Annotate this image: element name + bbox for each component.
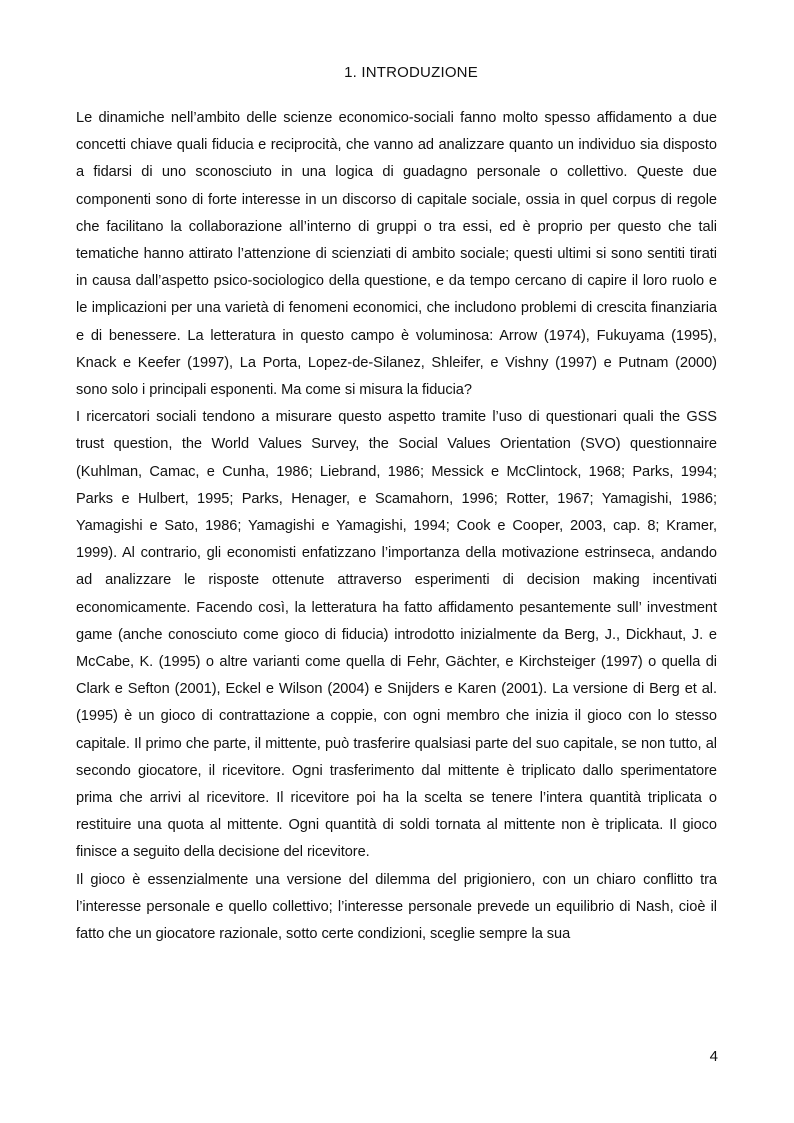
paragraph-measurement: I ricercatori sociali tendono a misurare questo aspetto tramite l’uso di questionari quali the GSS trust question, the World Values Survey, the Social Values Orientation (SVO) questionnaire (Kuhlman, Camac, e Cunha, 1986; Liebrand, 1986; Messick e McClintock, 1968; Parks, 1994; Parks e Hulbert, 1995; Parks, Henager, e Scamahorn, 1996; Rotter, 1967; Yamagishi, 1986; Yamagishi e Sato, 1986; Yamagishi e Yamagishi, 1994; Cook e Cooper, 2003, cap. 8; Kramer, 1999). Al contrario, gli economisti enfatizzano l’importanza della motivazione estrinseca, andando ad analizzare le risposte ottenute attraverso esperimenti di decision making incentivati economicamente. Facendo così, la letteratura ha fatto affidamento pesantemente sull’ investment game (anche conosciuto come gioco di fiducia) introdotto inizialmente da Berg, J., Dickhaut, J. e McCabe, K. (1995) o altre varianti come quella di Fehr, Gächter, e Kirchsteiger (1997) o quella di Clark e Sefton (2001), Eckel e Wilson (2004) e Snijders e Karen (2001). La versione di Berg et al. (1995) è un gioco di contrattazione a coppie, con ogni membro che inizia il gioco con lo stesso capitale. Il primo che parte, il mittente, può trasferire qualsiasi parte del suo capitale, se non tutto, al secondo giocatore, il ricevitore. Ogni trasferimento dal mittente è triplicato dallo sperimentatore prima che arrivi al ricevitore. Il ricevitore poi ha la scelta se tenere l’intera quantità triplicata o restituire una quota al mittente. Ogni quantità di soldi tornata al mittente non è triplicata. Il gioco finisce a seguito della decisione del ricevitore. bbox=[76, 409, 717, 861]
paragraph-prisoners-dilemma: Il gioco è essenzialmente una versione del dilemma del prigioniero, con un chiaro conflitto tra l’interesse personale e quello collettivo; l’interesse personale prevede un equilibrio di Nash, cioè il fatto che un giocatore razionale, sotto certe condizioni, sceglie sempre la sua bbox=[76, 871, 717, 943]
page-number: 4 bbox=[709, 1048, 718, 1065]
paragraph-intro: Le dinamiche nell’ambito delle scienze economico-sociali fanno molto spesso affidamento a due concetti chiave quali fiducia e reciprocità, che vanno ad analizzare quanto un individuo sia disposto a fidarsi di uno sconosciuto in una logica di guadagno personale o collettivo. Queste due componenti sono di forte interesse in un discorso di capitale sociale, ossia in quel corpus di regole che facilitano la collaborazione all’interno di gruppi o tra essi, ed è proprio per questo che tali tematiche hanno attirato l’attenzione di scienziati di ambito sociale; questi ultimi si sono sentiti tirati in causa dall’aspetto psico-sociologico della questione, e da tempo cercano di capire il loro ruolo e le implicazioni per una varietà di fenomeni economici, che includono problemi di crescita finanziaria e di benessere. La letteratura in questo campo è voluminosa: Arrow (1974), Fukuyama (1995), Knack e Keefer (1997), La Porta, Lopez-de-Silanez, Shleifer, e Vishny (1997) e Putnam (2000) sono solo i principali esponenti. Ma come si misura la fiducia? bbox=[76, 110, 717, 399]
section-title: 1. INTRODUZIONE bbox=[344, 64, 478, 81]
body-text bbox=[76, 105, 717, 948]
